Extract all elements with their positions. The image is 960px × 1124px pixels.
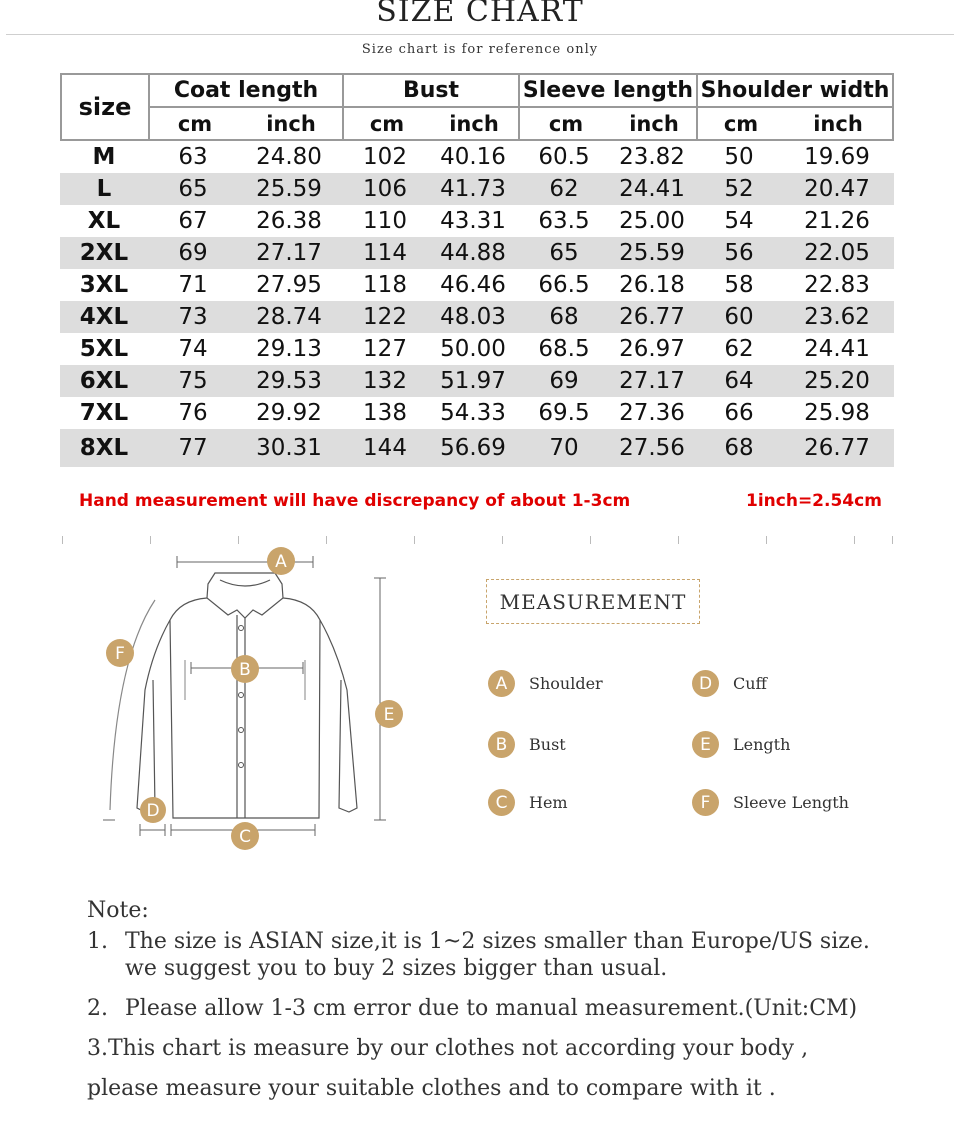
table-cell: 67 (178, 208, 208, 234)
table-row (60, 205, 894, 237)
table-cell: 114 (363, 240, 407, 266)
table-cell: 60.5 (538, 144, 590, 170)
table-cell: 19.69 (804, 144, 870, 170)
table-cell: 24.41 (619, 176, 685, 202)
page-title: SIZE CHART (376, 0, 584, 29)
table-cell: 102 (363, 144, 407, 170)
table-cell: 56 (724, 240, 754, 266)
table-cell: 25.00 (619, 208, 685, 234)
unit-conversion: 1inch=2.54cm (746, 491, 882, 511)
table-cell: 27.95 (256, 272, 322, 298)
legend-label: Length (733, 735, 791, 754)
size-label: XL (87, 208, 121, 234)
size-label: M (92, 144, 116, 170)
unit-header-inch: inch (629, 111, 679, 136)
note-1-line-1: The size is ASIAN size,it is 1~2 sizes smaller than Europe/US size. (125, 929, 870, 954)
size-label: L (96, 176, 112, 202)
table-cell: 110 (363, 208, 407, 234)
table-cell: 27.17 (619, 368, 685, 394)
note-3-line-2: please measure your suitable clothes and to compare with it . (87, 1076, 776, 1101)
table-cell: 26.38 (256, 208, 322, 234)
table-cell: 22.05 (804, 240, 870, 266)
table-cell: 60 (724, 304, 754, 330)
page-subtitle: Size chart is for reference only (361, 42, 599, 57)
table-row (60, 429, 894, 467)
diagram-marker-f-label: F (115, 644, 125, 664)
table-cell: 29.53 (256, 368, 322, 394)
table-cell: 75 (178, 368, 208, 394)
table-cell: 76 (178, 400, 208, 426)
table-cell: 25.20 (804, 368, 870, 394)
table-cell: 27.17 (256, 240, 322, 266)
legend-badge-e: E (692, 731, 719, 758)
size-label: 6XL (79, 368, 129, 394)
table-cell: 144 (363, 435, 407, 461)
legend-badge-c: C (488, 789, 515, 816)
table-cell: 69 (178, 240, 208, 266)
table-cell: 50.00 (440, 336, 506, 362)
size-label: 7XL (79, 400, 129, 426)
table-cell: 30.31 (256, 435, 322, 461)
table-cell: 62 (724, 336, 754, 362)
table-cell: 69.5 (538, 400, 590, 426)
table-cell: 73 (178, 304, 208, 330)
table-cell: 77 (178, 435, 208, 461)
unit-header-inch: inch (813, 111, 863, 136)
table-cell: 21.26 (804, 208, 870, 234)
table-cell: 54.33 (440, 400, 506, 426)
legend-shoulder (488, 670, 603, 697)
table-cell: 54 (724, 208, 754, 234)
diagram-marker-b-label: B (239, 660, 251, 680)
table-cell: 71 (178, 272, 208, 298)
table-cell: 68 (724, 435, 754, 461)
table-row (60, 269, 894, 301)
legend-label: Sleeve Length (733, 793, 849, 812)
table-cell: 56.69 (440, 435, 506, 461)
size-table-header (60, 73, 894, 141)
unit-header-inch: inch (449, 111, 499, 136)
table-cell: 23.82 (619, 144, 685, 170)
table-cell: 50 (724, 144, 754, 170)
legend-hem (488, 789, 568, 816)
legend-cuff (692, 670, 767, 697)
group-header-coat-length: Coat length (173, 78, 319, 103)
unit-header-inch: inch (266, 111, 316, 136)
table-cell: 64 (724, 368, 754, 394)
table-cell: 65 (178, 176, 208, 202)
table-cell: 118 (363, 272, 407, 298)
table-cell: 24.41 (804, 336, 870, 362)
table-row (60, 397, 894, 429)
size-label: 4XL (79, 304, 129, 330)
table-row (60, 141, 894, 173)
size-label: 3XL (79, 272, 129, 298)
unit-header-cm: cm (723, 111, 759, 136)
size-label: 5XL (79, 336, 129, 362)
table-cell: 132 (363, 368, 407, 394)
diagram-marker-e-label: E (383, 705, 395, 725)
table-cell: 44.88 (440, 240, 506, 266)
table-cell: 58 (724, 272, 754, 298)
table-cell: 62 (549, 176, 579, 202)
table-cell: 26.97 (619, 336, 685, 362)
table-cell: 106 (363, 176, 407, 202)
size-label: 8XL (79, 435, 129, 461)
table-cell: 27.36 (619, 400, 685, 426)
note-3-line-1: 3.This chart is measure by our clothes not according your body , (87, 1036, 809, 1061)
legend-bust (488, 731, 566, 758)
note-2-text: Please allow 1-3 cm error due to manual measurement.(Unit:CM) (125, 996, 858, 1021)
table-cell: 22.83 (804, 272, 870, 298)
table-cell: 68.5 (538, 336, 590, 362)
table-row (60, 173, 894, 205)
table-cell: 25.59 (256, 176, 322, 202)
table-cell: 122 (363, 304, 407, 330)
table-cell: 26.77 (619, 304, 685, 330)
shirt-measurement-diagram (95, 540, 425, 860)
table-cell: 48.03 (440, 304, 506, 330)
legend-length (692, 731, 790, 758)
table-cell: 69 (549, 368, 579, 394)
group-header-shoulder-width: Shoulder width (700, 78, 890, 103)
table-cell: 127 (363, 336, 407, 362)
table-cell: 26.77 (804, 435, 870, 461)
group-header-sleeve-length: Sleeve length (522, 78, 694, 103)
table-cell: 43.31 (440, 208, 506, 234)
diagram-marker-d-label: D (146, 801, 160, 821)
legend-label: Bust (529, 735, 566, 754)
table-cell: 41.73 (440, 176, 506, 202)
table-cell: 63.5 (538, 208, 590, 234)
legend-badge-f: F (692, 789, 719, 816)
table-row (60, 333, 894, 365)
legend-badge-b: B (488, 731, 515, 758)
note-1-line-2: we suggest you to buy 2 sizes bigger than usual. (125, 956, 668, 981)
table-cell: 138 (363, 400, 407, 426)
table-row (60, 301, 894, 333)
table-cell: 66 (724, 400, 754, 426)
legend-sleeve-length (692, 789, 849, 816)
diagram-marker-a-label: A (275, 552, 287, 572)
table-cell: 20.47 (804, 176, 870, 202)
size-label: 2XL (79, 240, 129, 266)
table-cell: 68 (549, 304, 579, 330)
table-row (60, 237, 894, 269)
table-cell: 27.56 (619, 435, 685, 461)
table-cell: 70 (549, 435, 579, 461)
table-cell: 46.46 (440, 272, 506, 298)
group-header-bust: Bust (402, 78, 460, 103)
legend-badge-d: D (692, 670, 719, 697)
size-column-header: size (78, 93, 132, 121)
legend-label: Cuff (733, 674, 767, 693)
table-cell: 74 (178, 336, 208, 362)
title-divider (6, 34, 954, 35)
unit-header-cm: cm (548, 111, 584, 136)
legend-label: Shoulder (529, 674, 603, 693)
table-cell: 51.97 (440, 368, 506, 394)
note-1-number: 1. (87, 929, 108, 954)
note-2-number: 2. (87, 996, 108, 1021)
unit-header-cm: cm (369, 111, 405, 136)
table-cell: 23.62 (804, 304, 870, 330)
table-cell: 52 (724, 176, 754, 202)
table-cell: 25.98 (804, 400, 870, 426)
diagram-marker-c-label: C (239, 827, 251, 847)
table-cell: 40.16 (440, 144, 506, 170)
table-row (60, 365, 894, 397)
table-cell: 65 (549, 240, 579, 266)
table-cell: 28.74 (256, 304, 322, 330)
table-cell: 29.13 (256, 336, 322, 362)
table-cell: 26.18 (619, 272, 685, 298)
unit-header-cm: cm (177, 111, 213, 136)
legend-label: Hem (529, 793, 568, 812)
measurement-heading: MEASUREMENT (486, 579, 700, 624)
table-cell: 25.59 (619, 240, 685, 266)
table-cell: 29.92 (256, 400, 322, 426)
legend-badge-a: A (488, 670, 515, 697)
discrepancy-warning: Hand measurement will have discrepancy of about 1-3cm (79, 491, 631, 511)
table-cell: 66.5 (538, 272, 590, 298)
table-cell: 63 (178, 144, 208, 170)
table-cell: 24.80 (256, 144, 322, 170)
notes-heading: Note: (87, 898, 149, 923)
